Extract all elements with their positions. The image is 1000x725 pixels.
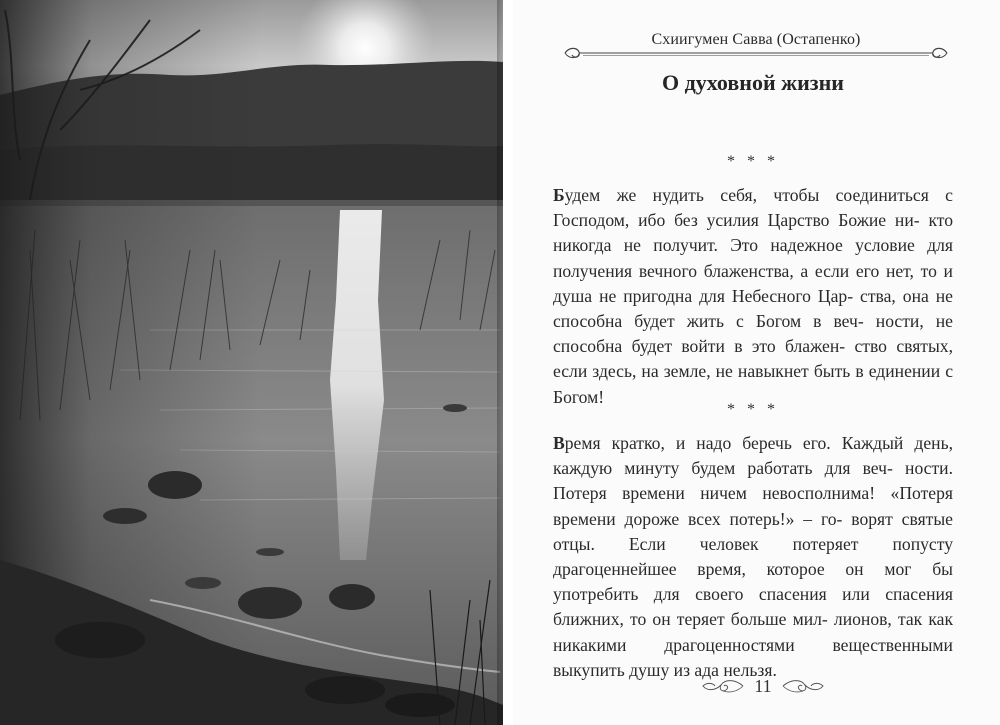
text-line: «Потеря времени дороже всех потерь!» – го-: [553, 483, 954, 529]
text-line: нет, то и душа не пригодна для Небесного Цар-: [553, 260, 953, 306]
text-line: день, каждую минуту будем работать для веч-: [553, 433, 953, 479]
paragraph-1-initial: Б: [553, 185, 565, 205]
text-line: ности. Потеря времени ничем невосполнима!: [553, 458, 953, 504]
paragraph-2-initial: В: [553, 433, 565, 453]
running-header: [561, 22, 951, 62]
text-line: кто никогда не получит. Это надежное условие: [553, 210, 954, 256]
running-header-title: Схиигумен Савва (Остапенко): [651, 31, 861, 48]
text-line: спасения ближних, то он теряет больше мил-: [553, 584, 953, 630]
text-line: ворят святые отцы. Если человек потеряет: [553, 508, 953, 554]
text-line: ства, она не способна будет жить с Богом в веч-: [553, 285, 953, 332]
text-line: для получения вечного блаженства, а если его: [553, 235, 953, 281]
text-page: [513, 0, 1000, 725]
text-line: Господом, ибо без усилия Царство Божие ни-: [553, 210, 920, 231]
page-number: 11: [754, 676, 772, 696]
section-mark: * * *: [727, 153, 779, 170]
page-number-block: [693, 674, 833, 698]
text-line: быть в единении с Богом!: [553, 361, 953, 407]
section-mark: * * *: [727, 401, 779, 418]
text-line: лионов, так как никакими драгоценностями: [553, 609, 953, 655]
chapter-title: О духовной жизни: [662, 70, 844, 95]
page-gutter-shadow: [497, 0, 503, 725]
text-line: мог бы употребить для своего спасения или: [553, 559, 953, 605]
text-line: вещественными выкупить душу из ада нельзя.: [553, 634, 953, 680]
paragraph-2: [553, 431, 953, 683]
text-line: ремя кратко, и надо беречь его. Каждый: [564, 433, 904, 453]
paragraph-1: [553, 183, 953, 410]
text-line: попусту драгоценнейшее время, которое он: [553, 533, 953, 580]
text-line: ности, не способна будет войти в это блажен-: [553, 311, 953, 357]
text-line: ство святых, если здесь, на земле, не навыкнет: [553, 336, 953, 382]
text-line: удем же нудить себя, чтобы соединиться с: [564, 185, 953, 205]
